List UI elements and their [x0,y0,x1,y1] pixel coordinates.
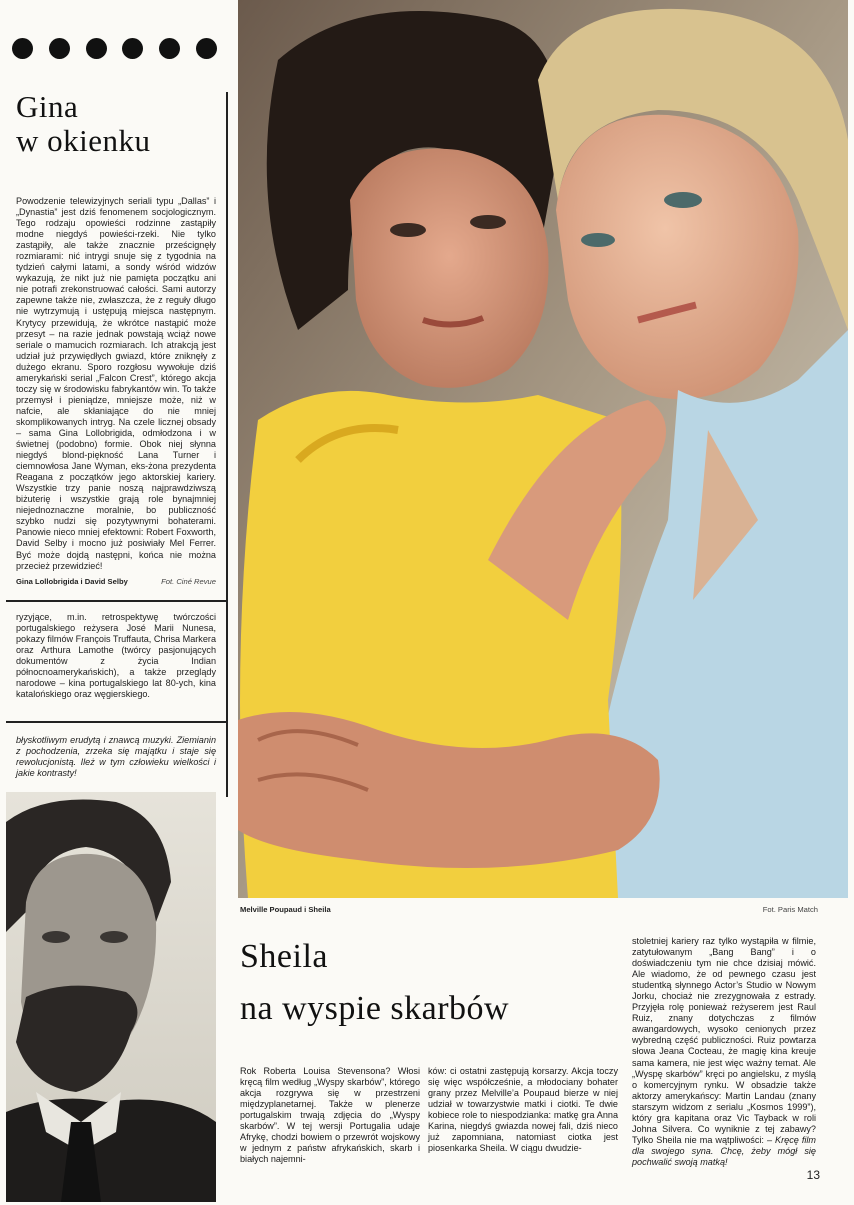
photo-caption: Melville Poupaud i Sheila [240,905,331,914]
page-number: 13 [806,1168,820,1182]
article-quote: – Kręcę film dla swojego syna. Chcę, żeby mógł się pochwalić swoją matką! [632,1134,816,1167]
sidebar-fragment-text: ryzyjące, m.in. retrospektywę twórczości portugalskiego reżysera José Marii Nunesa, pokazy filmów François Truffauta, Chrisa Markera oraz Arthura Lamothe (twórcy pasjonujących dokumentów z życia Indian północnoamerykańskich), a także przeglądy narodowe – kina portugalskiego lat 80-ych, kina katalońskiego oraz węgierskiego. [16,612,216,700]
section-divider [6,600,228,602]
bullet-dot-icon [86,38,107,59]
article-headline-line1: Sheila [240,938,328,975]
photo-credit: Fot. Ciné Revue [161,577,216,586]
decorative-dots [12,38,217,62]
article-column-3 [632,936,816,1168]
article-column-1: Rok Roberta Louisa Stevensona? Włosi kręcą film według „Wyspy skarbów”, którego akcja rozgrywa się w przestrzeni międzyplanetarnej. Także w plenerze portugalskim trwają zdjęcia do „Wyspy skarbów”. W tej wersji Portugalia udaje Afrykę, chodzi bowiem o przewrót wojskowy w jednym z państw afrykańskich, skarb i białych najemni- [240,1066,420,1165]
headline-line: Gina [16,89,79,124]
article-headline-line2: na wyspie skarbów [240,990,510,1027]
portrait-illustration [6,792,216,1202]
bullet-dot-icon [49,38,70,59]
article-column-3-text: stoletniej kariery raz tylko wystąpiła w filmie, zatytułowanym „Bang Bang” i o doświadczeniu tym nie chce dzisiaj mówić. Ale wiadomo, że od pewnego czasu jest studentką słynnego Actor’s Studio w Nowym Jorku, chociaż nie zrezygnowała z estrady. Przyjęła rolę ponieważ reżyserem jest Raul Ruiz, znany dotychczas z filmów awangardowych, wysoko cenionych przez wybredną część publiczności. Ruiz powtarza słowa Jeana Cocteau, że magię kina kreuje sama kamera, nie jest więc ważny temat. Ale „Wyspę skarbów” kręci po angielsku, z myślą o komercyjnym rynku. W obsadzie także aktorzy amerykańscy: Martin Landau (znany starszym widzom z serialu „Kosmos 1999”), który gra kapitana oraz Vic Tayback w roli Johna Silvera. Co wyniknie z tej zabawy? Tylko Sheila nie ma wątpliwości: [632,936,816,1145]
bullet-dot-icon [159,38,180,59]
headline-line: w okienku [16,123,151,158]
portrait-photo [6,792,216,1202]
bullet-dot-icon [122,38,143,59]
sidebar-headline [16,90,216,158]
bullet-dot-icon [12,38,33,59]
sidebar-italic-text: błyskotliwym erudytą i znawcą muzyki. Ziemianin z pochodzenia, zrzeka się majątku i staje się rewolucjonistą. Ileż w tym człowieku wielkości i jakie kontrasty! [16,735,216,779]
sidebar-caption-row [16,577,216,586]
main-photo [238,0,848,898]
main-photo-illustration [238,0,848,898]
main-photo-caption-row [240,905,818,914]
sidebar-article-text: Powodzenie telewizyjnych seriali typu „Dallas” i „Dynastia” jest dziś fenomenem socjologicznym. Tego rodzaju opowieści rodzinne zastąpiły modne niegdyś powieści-rzeki. Nie tylko zastąpiły, ale także znacznie prześcignęły rozmiarami: nić intrygi snuje się z tygodnia na tydzień całymi latami, a sondy wśród widzów wykazują, że nikt już nie pamięta początku ani nie potrafi zrekonstruować całości. Sami autorzy zapewne także nie, zwłaszcza, że z reguły długo nie wytrzymują i ustępują miejsca następnym. Krytycy przewidują, że wkrótce nastąpić może przesyt – na razie jednak powstają wciąż nowe seriale o mamucich rozmiarach. Ich atrakcją jest udział już przywiędłych gwiazd, które zniknęły z dużego ekranu. Sporo rozgłosu wywołuje dziś amerykański serial „Falcon Crest”, którego akcja toczy się w środowisku fabrykantów win. To także przemysł i pieniądze, mniejsze może, niż w nafcie, ale skłaniające do nie mniej skomplikowanych intryg. Na czele licznej obsady – sama Gina Lollobrigida, odmłodzona i w świetnej (podobno) formie. Obok niej słynna niegdyś blond-piękność Lana Turner i ciemnowłosa Jane Wyman, eks-żona prezydenta Reagana z początków jego aktorskiej kariery. Wszystkie trzy panie noszą najprawdziwszą biżuterię i wszystkie grają role bynajmniej niejednoznaczne moralnie, bo publiczność szybko nudzi się pozytywnymi bohaterami. Panowie nieco mniej efektowni: Robert Foxworth, David Selby i mocno już posiwiały Mel Ferrer. Być może dojdą następni, końca nie można przecież przewidzieć! [16,196,216,571]
photo-credit: Fot. Paris Match [762,905,818,914]
article-column-2: ków: ci ostatni zastępują korsarzy. Akcja toczy się więc współcześnie, a młodociany bohater grany przez Melville’a Poupaud bierze w niej udział w towarzystwie matki i ciotki. Te dwie kobiece role to niespodzianka: matkę gra Anna Karina, niegdyś gwiazda nowej fali, dziś nieco już zapomniana, natomiast ciotka jest piosenkarka Sheila. W ciągu dwudzie- [428,1066,618,1154]
photo-caption: Gina Lollobrigida i David Selby [16,577,128,586]
bullet-dot-icon [196,38,217,59]
column-divider [226,92,228,797]
section-divider [6,721,228,723]
